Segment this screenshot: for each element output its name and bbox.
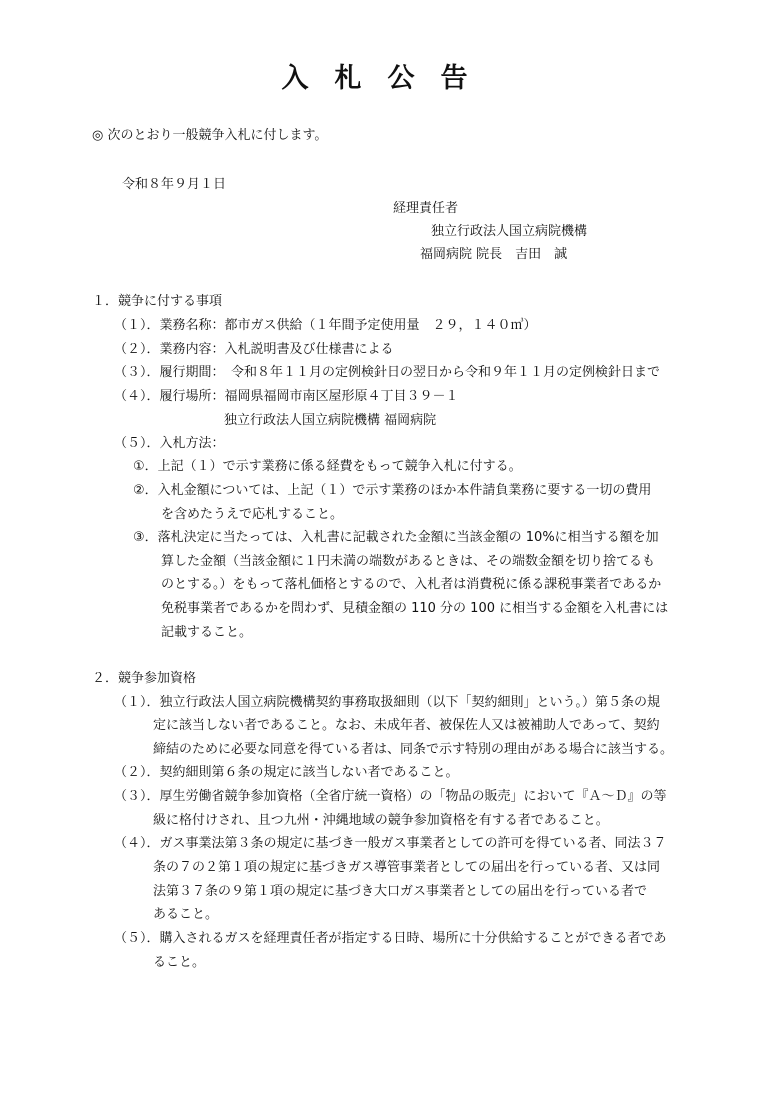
issuer-role: 経理責任者 bbox=[393, 201, 459, 216]
section1-item2: （２）．業務内容：入札説明書及び仕様書による bbox=[114, 342, 394, 357]
section1-item5: （５）．入札方法： bbox=[114, 436, 225, 451]
section2-item4: （４）．ガス事業法第３条の規定に基づき一般ガス事業者としての許可を得ている者、同法３７ bbox=[114, 836, 667, 851]
section1-sub2: ②．入札金額については、上記（１）で示す業務のほか本件請負業務に要する一切の費用 bbox=[133, 483, 652, 498]
section1-sub1: ①．上記（１）で示す業務に係る経費をもって競争入札に付する。 bbox=[133, 459, 522, 474]
section2-item1-cont: 締結のために必要な同意を得ている者は、同条で示す特別の理由がある場合に該当する。 bbox=[153, 742, 674, 757]
section1-sub3: ③．落札決定に当たっては、入札書に記載された金額に当該金額の 10%に相当する額を加 bbox=[133, 530, 659, 545]
section2-item1: （１）．独立行政法人国立病院機構契約事務取扱細則（以下「契約細則」という。）第５条の規 bbox=[114, 695, 661, 710]
section2-item4-cont: 条の７の２第１項の規定に基づきガス導管事業者としての届出を行っている者、又は同 bbox=[153, 860, 661, 875]
section1-item4: （４）．履行場所：福岡県福岡市南区屋形原４丁目３９－１ bbox=[114, 389, 459, 404]
section1-heading: １．競争に付する事項 bbox=[92, 294, 223, 309]
section1-sub3-cont: 算した金額（当該金額に１円未満の端数があるときは、その端数金額を切り捨てるも bbox=[161, 554, 656, 569]
section1-sub2-cont: を含めたうえで応札すること。 bbox=[161, 507, 344, 522]
notice-date: 令和８年９月１日 bbox=[122, 177, 227, 192]
section2-item5: （５）．購入されるガスを経理責任者が指定する日時、場所に十分供給することができる者であ bbox=[114, 931, 667, 946]
section1-item3: （３）．履行期間： 令和８年１１月の定例検針日の翌日から令和９年１１月の定例検針日まで bbox=[114, 365, 661, 380]
section2-item1-cont: 定に該当しない者であること。なお、未成年者、被保佐人又は被補助人であって、契約 bbox=[153, 718, 660, 733]
page-title: 入札公告 bbox=[281, 63, 494, 94]
section1-sub3-cont: のとする。）をもって落札価格とするので、入札者は消費税に係る課税事業者であるか bbox=[161, 577, 662, 592]
section2-item4-cont: あること。 bbox=[153, 907, 219, 922]
section2-heading: ２．競争参加資格 bbox=[92, 671, 197, 686]
section2-item3-cont: 級に格付けされ、且つ九州・沖縄地域の競争参加資格を有する者であること。 bbox=[153, 813, 609, 828]
section1-sub3-cont: 免税事業者であるかを問わず、見積金額の 110 分の 100 に相当する金額を入札書には bbox=[161, 601, 669, 616]
section2-item5-cont: ること。 bbox=[153, 955, 206, 970]
section2-item4-cont: 法第３７条の９第１項の規定に基づき大口ガス事業者としての届出を行っている者で bbox=[153, 884, 648, 899]
issuer-name: 福岡病院 院長 吉田 誠 bbox=[420, 247, 568, 262]
section2-item2: （２）．契約細則第６条の規定に該当しない者であること。 bbox=[114, 765, 459, 780]
section2-item3: （３）．厚生労働省競争参加資格（全省庁統一資格）の「物品の販売」において『Ａ～Ｄ』の等 bbox=[114, 789, 667, 804]
section1-item4-cont: 独立行政法人国立病院機構 福岡病院 bbox=[224, 413, 437, 428]
intro-text: ◎ 次のとおり一般競争入札に付します。 bbox=[92, 128, 328, 143]
section1-sub3-cont: 記載すること。 bbox=[161, 625, 253, 640]
issuer-org: 独立行政法人国立病院機構 bbox=[431, 224, 588, 239]
section1-item1: （１）．業務名称：都市ガス供給（１年間予定使用量 ２９，１４０㎥） bbox=[114, 318, 537, 333]
